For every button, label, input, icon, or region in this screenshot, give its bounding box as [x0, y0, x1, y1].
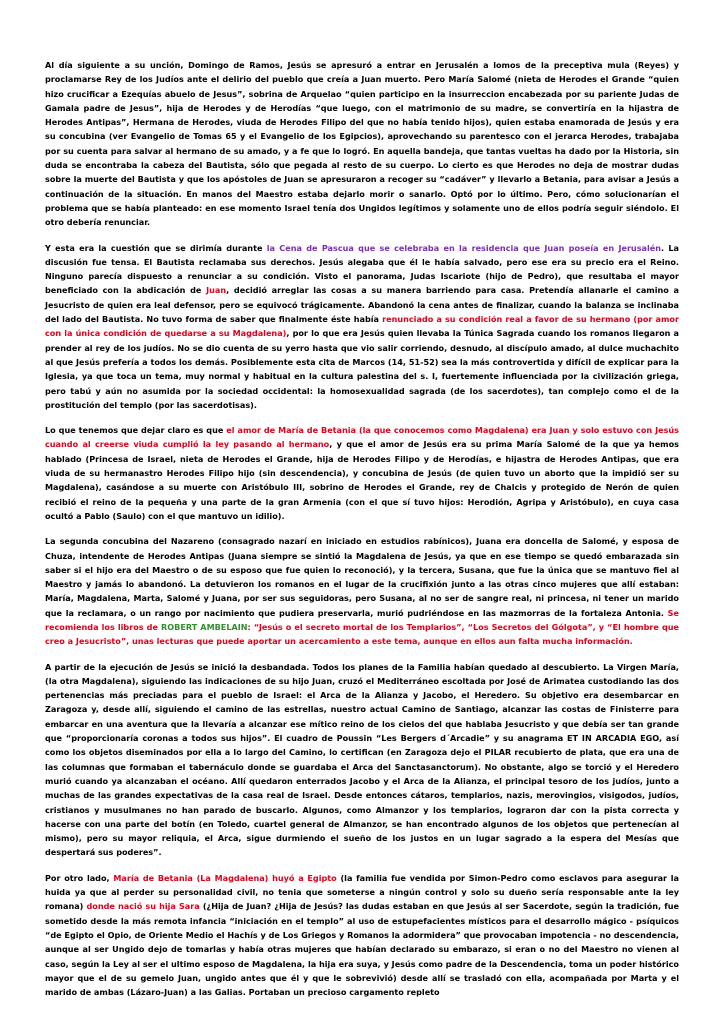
highlight-red: renunciado a su condición real a favor de su hermano (por amor con la única condición de quedarse a su Magdalena) [45, 314, 679, 339]
text-run: (la familia fue vendida por Simon-Pedro como esclavos para asegurar la huida ya que al perder su personalidad civil, no tenia que someterse a ningún control y solo su dueño sería responsable ante la ley romana) [45, 872, 679, 912]
text-run: (¿Hija de Juan? ¿Hija de Jesús? las dudas estaban en que Jesús al ser Sacerdote, según la tradición, fue sometido desde la más remota infancia “iniciación en el templo” al uso de estupefacientes místicos para el desarrollo mágico - psíquicos “de Egipto el Opio, de Oriente Medio el Hachís y de Los Griegos y Romanos la adormidera” que provocaban impotencia - no descendencia, aunque al ser Ungido dejo de tomarlas y había otras mujeres que habían declarado su embarazo, si eran o no del Maestro no vienen al caso, según la Ley al ser el ultimo esposo de Magdalena, la hija era suya, y Jesús como padre de la Descendencia, toma un poder histórico mayor que el de su gemelo Juan, ungido antes que él y que le sobrevivió) desde allí se trasladó con ella, acompañada por Marta y el marido de ambas (Lázaro-Juan) a las Galias. Portaban un precioso cargamento repleto [45, 901, 679, 998]
highlight-purple: la Cena de Pascua que se celebraba en la residencia que Juan poseía en Jerusalén [266, 242, 661, 253]
text-run: Lo que tenemos que dejar claro es que [45, 425, 227, 436]
highlight-red: : “Jesús o el secreto mortal de los Templarios”, “Los Secretos del Gólgota”, y “El hombre que creo a Jesucristo”, unas lecturas que puede aportar un acercamiento a este tema, aunque en ellos aun falta mucha información. [45, 621, 680, 647]
text-run: . La discusión fue tensa. El Bautista reclamaba sus derechos. Jesús alegaba que él le había salvado, pero ese era su precio era el Reino. Ninguno parecía dispuesto a renunciar a su condición. Visto el panorama, Judas Iscariote (hijo de Pedro), que resultaba el mayor beneficiado con la abdicación de [45, 242, 679, 296]
paragraph-4 [45, 534, 679, 648]
highlight-red: María de Betania (La Magdalena) huyó a Egipto [113, 872, 337, 883]
paragraph-1 [45, 58, 679, 230]
highlight-red: donde nació su hija Sara [86, 901, 200, 912]
highlight-red: el amor de María de Betania (la que conocemos como Magdalena) era Juan y solo estuvo con Jesús cuando al creerse viuda cumplió la ley pasando al hermano [45, 425, 679, 450]
text-run: Y esta era la cuestión que se dirimía durante [45, 242, 267, 253]
highlight-green: ROBERT AMBELAIN [161, 621, 248, 632]
text-run: Al día siguiente a su unción, Domingo de Ramos, Jesús se apresuró a entrar en Jerusalén a lomos de la preceptiva mula (Reyes) y proclamarse Rey de los Judíos ante el delirio del pueblo que creía a Juan muerto. Pero María Salomé (nieta de Herodes el Grande “quien hizo crucificar a Ezequías abuelo de Jesus”, sobrina de Arquelao “quien participo en la insurreccion encabezada por su pariente Judas de Gamala padre de Jesus”, hija de Herodes y de Herodías “que luego, con el matrimonio de su madre, se convertiría en la hijastra de Herodes Antipas”, Hermana de Herodes, viuda de Herodes Filipo del que no había tenido hijos), quien estaba enamorada de Jesús y era su concubina (ver Evangelio de Tomas 65 y el Evangelio de los Egipcios), aprovechando su parentesco con el jerarca Herodes, trabajaba por su cuenta para salvar al hermano de su amado, y a fe que lo logró. En aquella bandeja, que tantas vueltas ha dado por la Historia, sin duda se encontraba la cabeza del Bautista, sólo que pegada al resto de su cuerpo. Lo cierto es que Herodes no deja de mostrar dudas sobre la muerte del Bautista y que los apóstoles de Juan se apresuraron a recoger su “cadáver” y llevarlo a Betania, para avisar a Jesús a continuación de la situación. En manos del Maestro estaba dejarlo morir o sanarlo. Optó por lo último. Pero, cómo solucionarían el problema que se había planteado: en ese momento Israel tenía dos Ungidos legítimos y solamente uno de ellos podría seguir siéndolo. El otro debería renunciar. [45, 60, 679, 228]
text-run: , decidió arreglar las cosas a su manera barriendo para casa. Pretendía allanarle el camino a Jesucristo de quien era leal defensor, pero se equivocó trágicamente. Abandonó la cena antes de finalizar, cuando la balanza se inclinaba del lado del Bautista. No tuvo forma de saber que finalmente éste había [45, 285, 679, 325]
text-run: , y que el amor de Jesús era su prima María Salomé de la que ya hemos hablado (Princesa de Israel, nieta de Herodes el Grande, hija de Herodes Filipo y de Herodías, e hijastra de Herodes Antipas, que era viuda de su hermanastro Herodes Filipo hijo (sin descendencia), y concubina de Jesús (de quien tuvo un aborto que la impidió ser su Magdalena), casándose a su muerte con Aristóbulo III, sobrino de Herodes el Grande, rey de Chalcis y protegido de Nerón de quien recibió el reino de la pequeña y una parte de la gran Armenia (con el que sí tuvo hijos: Herodión, Agripa y Aristóbulo), en cuya casa ocultó a Pablo (Saulo) con el que mantuvo un idilio). [45, 439, 679, 521]
text-run: , por lo que era Jesús quien llevaba la Túnica Sagrada cuando los romanos llegaron a prender al rey de los judíos. No se dio cuenta de su yerro hasta que vio salir corriendo, desnudo, al discípulo amado, al dulce muchachito al que Jesús prefería a todos los demás. Posiblemente esta cita de Marcos (14, 51-52) sea la más controvertida y difícil de explicar para la Iglesia, ya que toca un tema, muy normal y habitual en la cultura palestina del s. I, fuertemente influenciada por la civilización griega, pero tabú y aún no asumida por la sociedad occidental: la homosexualidad sagrada (de los sacerdotes), tan complejo como el de la prostitución del templo (por las sacerdotisas). [45, 328, 679, 410]
paragraph-2 [45, 241, 679, 413]
text-run: Por otro lado, [45, 872, 114, 883]
text-run: A partir de la ejecución de Jesús se inició la desbandada. Todos los planes de la Familia habían quedado al descubierto. La Virgen María, (la otra Magdalena), siguiendo las indicaciones de su hijo Juan, cruzó el Mediterráneo escoltada por José de Arimatea custodiando las dos pertenencias más preciadas para el pueblo de Israel: el Arca de la Alianza y Jacobo, el Heredero. Su objetivo era desembarcar en Zaragoza y, desde allí, siguiendo el camino de las estrellas, nuestro actual Camino de Santiago, alcanzar las costas de Finisterre para embarcar en una aventura que la llevaría a alcanzar ese mítico reino de los cielos del que hablaba Jesucristo y que debía ser tan grande que “proporcionaría coronas a todos sus hijos”. El cuadro de Poussin “Les Bergers d´Arcadie” y su anagrama ET IN ARCADIA EGO, así como los objetos diseminados por ella a lo largo del Camino, lo certifican (en Zaragoza dejo el PILAR recubierto de plata, que era una de las columnas que formaban el tabernáculo donde se guardaba el Arca del Sanctasanctorum). No obstante, algo se torció y el Heredero murió cuando ya alcanzaban el océano. Allí quedaron enterrados Jacobo y el Arca de la Alianza, el principal tesoro de los judíos, junto a muchas de las grandes expectativas de la casa real de Israel. Desde entonces cátaros, templarios, nazis, merovingios, visigodos, judíos, cristianos y musulmanes no han parado de buscarlo. Algunos, como Almanzor y los templarios, lograron dar con la pista correcta y hacerse con una parte del botín (en Toledo, cuartel general de Almanzor, se han encontrado algunos de los objetos que pertenecían al mismo), pero su mayor reliquia, el Arca, sigue durmiendo el sueño de los justos en un lugar sagrado a la espera del Mesías que despertará sus poderes”. [45, 661, 679, 858]
highlight-red: Juan [206, 285, 227, 296]
paragraph-5 [45, 660, 679, 860]
highlight-red: Se recomienda los libros de [45, 607, 679, 632]
paragraph-6 [45, 871, 679, 1000]
text-run: La segunda concubina del Nazareno (consagrado nazarí en iniciado en estudios rabínicos), Juana era doncella de Salomé, y esposa de Chuza, intendente de Herodes Antipas (Juana siempre se sintió la Magdalena de Jesús, ya que en ese tiempo se quedó embarazada sin saber si el hijo era del Maestro o de su esposo que fue quien lo reconoció), y la tercera, Susana, que fue la única que se mantuvo fiel al Maestro y jamás lo abandonó. La detuvieron los romanos en el lugar de la crucifixión junto a las otras cinco mujeres que allí estaban: María, Magdalena, Marta, Salomé y Juana, por ser sus seguidoras, pero Susana, al no ser de sangre real, ni princesa, ni tener un marido que la reclamara, o un rango por nacimiento que pudiera preservarla, murió pudriéndose en las mazmorras de la fortaleza Antonia. [45, 536, 679, 618]
paragraph-3 [45, 423, 679, 523]
